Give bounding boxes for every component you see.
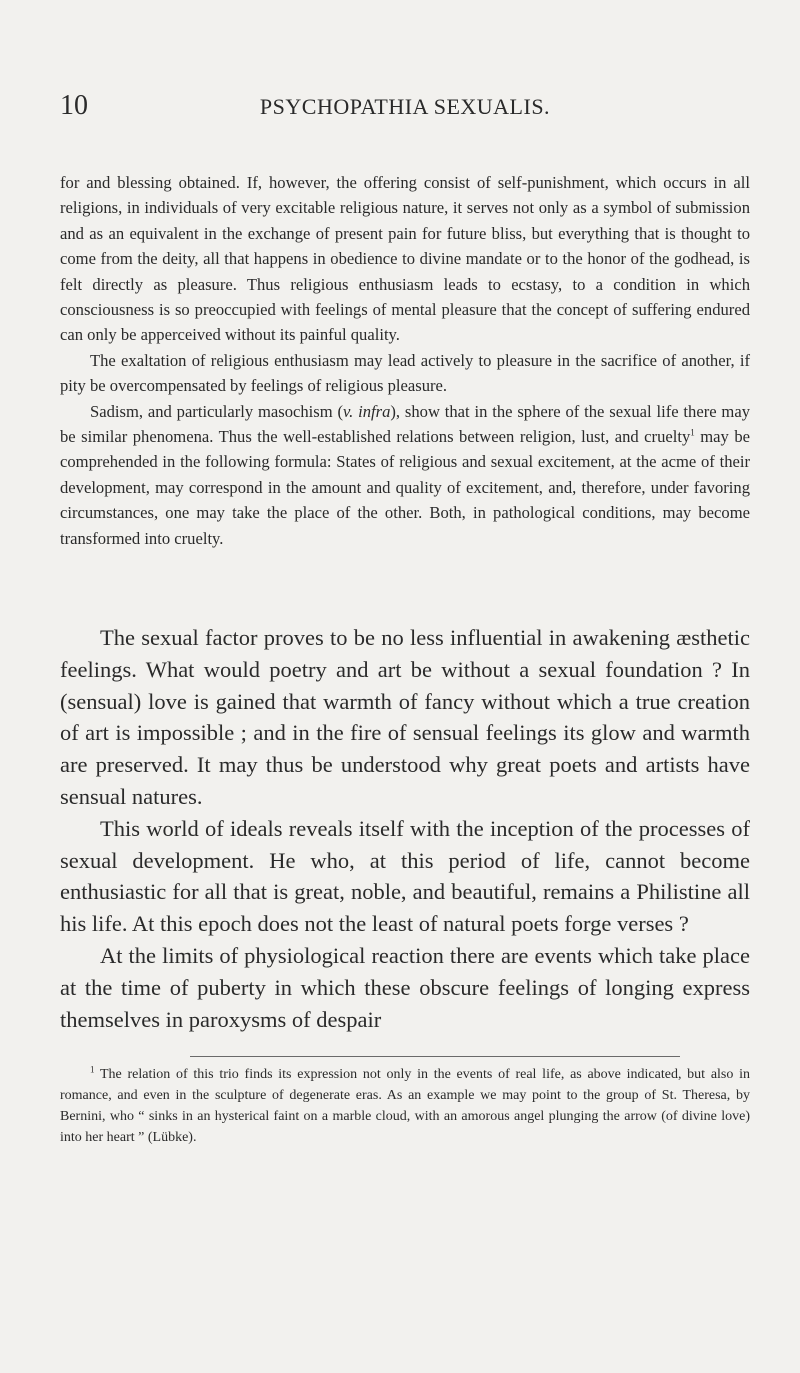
footnote-reference: 1 <box>690 427 695 438</box>
body-text <box>60 170 750 551</box>
paragraph-aesthetic: The sexual factor proves to be no less influential in awakening æsthetic feelings. What would poetry and art be without a sexual foundation ? In (sensual) love is gained that warmth of fancy without which a true creation of art is impossible ; and in the fire of sensual feelings its glow and warmth are preserved. It may thus be understood why great poets and artists have sensual natures. <box>60 625 750 809</box>
paragraph-ideals: This world of ideals reveals itself with the inception of the processes of sexual development. He who, at this period of life, cannot become enthusiastic for all that is great, noble, and beautiful, remains a Philistine all his life. At this epoch does not the least of natural poets forge verses ? <box>60 815 750 937</box>
large-type-text <box>60 622 750 1035</box>
footnote-divider <box>190 1056 680 1057</box>
cross-reference: v. infra <box>343 401 391 421</box>
paragraph-sadism <box>60 399 750 551</box>
footnote <box>60 1064 750 1148</box>
running-title: PSYCHOPATHIA SEXUALIS. <box>259 94 551 119</box>
paragraph-continued: for and blessing obtained. If, however, the offering consist of self-punishment, which occurs in all religions, in individuals of very excitable religious nature, it serves not only as a symbol of submission and as an equivalent in the exchange of present pain for future bliss, but everything that is thought to come from the deity, all that happens in obedience to divine mandate or to the honor of the godhead, is felt directly as pleasure. Thus religious enthusiasm leads to ecstasy, to a condition in which consciousness is so preoccupied with feelings of mental pleasure that the concept of suffering endured can only be apperceived without its painful quality. <box>60 173 750 345</box>
paragraph-sadism-part-c: may be comprehended in the following formula: States of religious and sexual excitement, at the acme of their development, may correspond in the amount and quality of excitement, and, therefore, under favoring circumstances, one may take the place of the other. Both, in pathological conditions, may become transformed into cruelty. <box>60 427 751 548</box>
page-number: 10 <box>60 90 88 121</box>
footnote-text: The relation of this trio finds its expression not only in the events of real life, as above indicated, but also in romance, and even in the sculpture of degenerate eras. As an example we may point to the group of St. Theresa, by Bernini, who “ sinks in an hysterical faint on a marble cloud, with an amorous angel plunging the arrow (of divine love) into her heart ” (Lübke). <box>60 1067 750 1145</box>
paragraph-sadism-part-a: Sadism, and particularly masochism ( <box>90 401 343 421</box>
paragraph-sadism-part-b: ), show that in the sphere of the sexual life there may be similar phenomena. Thus the well-established relations between religion, lust, and cruelty <box>60 401 750 447</box>
paragraph-exaltation: The exaltation of religious enthusiasm may lead actively to pleasure in the sacrifice of another, if pity be overcompensated by feelings of religious pleasure. <box>60 350 750 396</box>
footnote-mark: 1 <box>90 1064 95 1075</box>
running-head <box>60 90 750 126</box>
paragraph-puberty: At the limits of physiological reaction there are events which take place at the time of puberty in which these obscure feelings of longing express themselves in paroxysms of despair <box>60 942 750 1032</box>
